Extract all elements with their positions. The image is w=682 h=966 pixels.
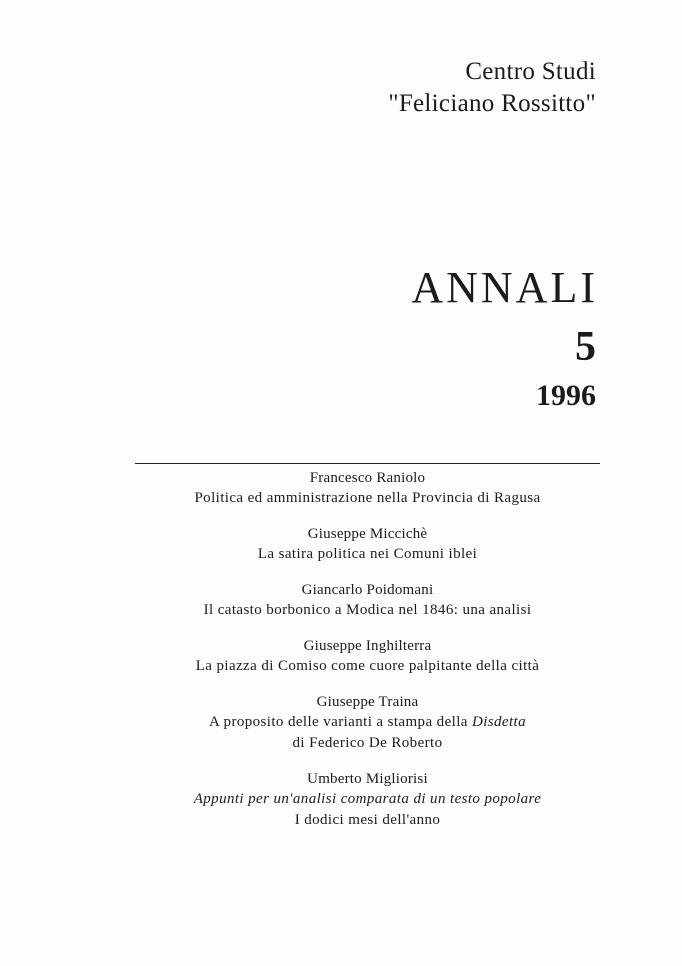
publication-year: 1996 xyxy=(536,379,596,412)
toc-title: Politica ed amministrazione nella Provincia di Ragusa xyxy=(194,490,541,506)
toc-entry xyxy=(130,692,605,754)
toc-title: La satira politica nei Comuni iblei xyxy=(257,546,478,562)
table-of-contents xyxy=(130,468,605,846)
publisher-line-1: Centro Studi xyxy=(465,58,596,85)
toc-title: La piazza di Comiso come cuore palpitante della città xyxy=(195,658,540,674)
journal-title: ANNALI xyxy=(411,263,598,312)
toc-author: Francesco Raniolo xyxy=(309,470,426,486)
toc-entry xyxy=(130,580,605,621)
toc-title-line-1 xyxy=(130,712,605,733)
toc-entry xyxy=(130,769,605,831)
toc-entry xyxy=(130,636,605,677)
toc-title-line-2: di Federico De Roberto xyxy=(292,735,443,751)
divider-rule xyxy=(135,463,600,464)
publisher-line-2: "Feliciano Rossitto" xyxy=(388,90,596,117)
toc-title-line-1: Appunti per un'analisi comparata di un testo popolare xyxy=(193,791,542,807)
toc-title: Il catasto borbonico a Modica nel 1846: una analisi xyxy=(203,602,532,618)
toc-author: Giuseppe Inghilterra xyxy=(303,638,432,654)
publisher-name xyxy=(388,56,596,120)
toc-title-line-2: I dodici mesi dell'anno xyxy=(294,812,441,828)
toc-entry xyxy=(130,524,605,565)
toc-author: Umberto Migliorisi xyxy=(307,771,428,787)
toc-title-text: A proposito delle varianti a stampa della xyxy=(208,714,472,730)
volume-number: 5 xyxy=(575,324,596,370)
toc-author: Giuseppe Miccichè xyxy=(307,526,428,542)
masthead xyxy=(411,262,598,416)
toc-entry xyxy=(130,468,605,509)
toc-title-italic: Disdetta xyxy=(471,714,526,730)
toc-author: Giuseppe Traina xyxy=(316,694,419,710)
toc-author: Giancarlo Poidomani xyxy=(301,582,434,598)
